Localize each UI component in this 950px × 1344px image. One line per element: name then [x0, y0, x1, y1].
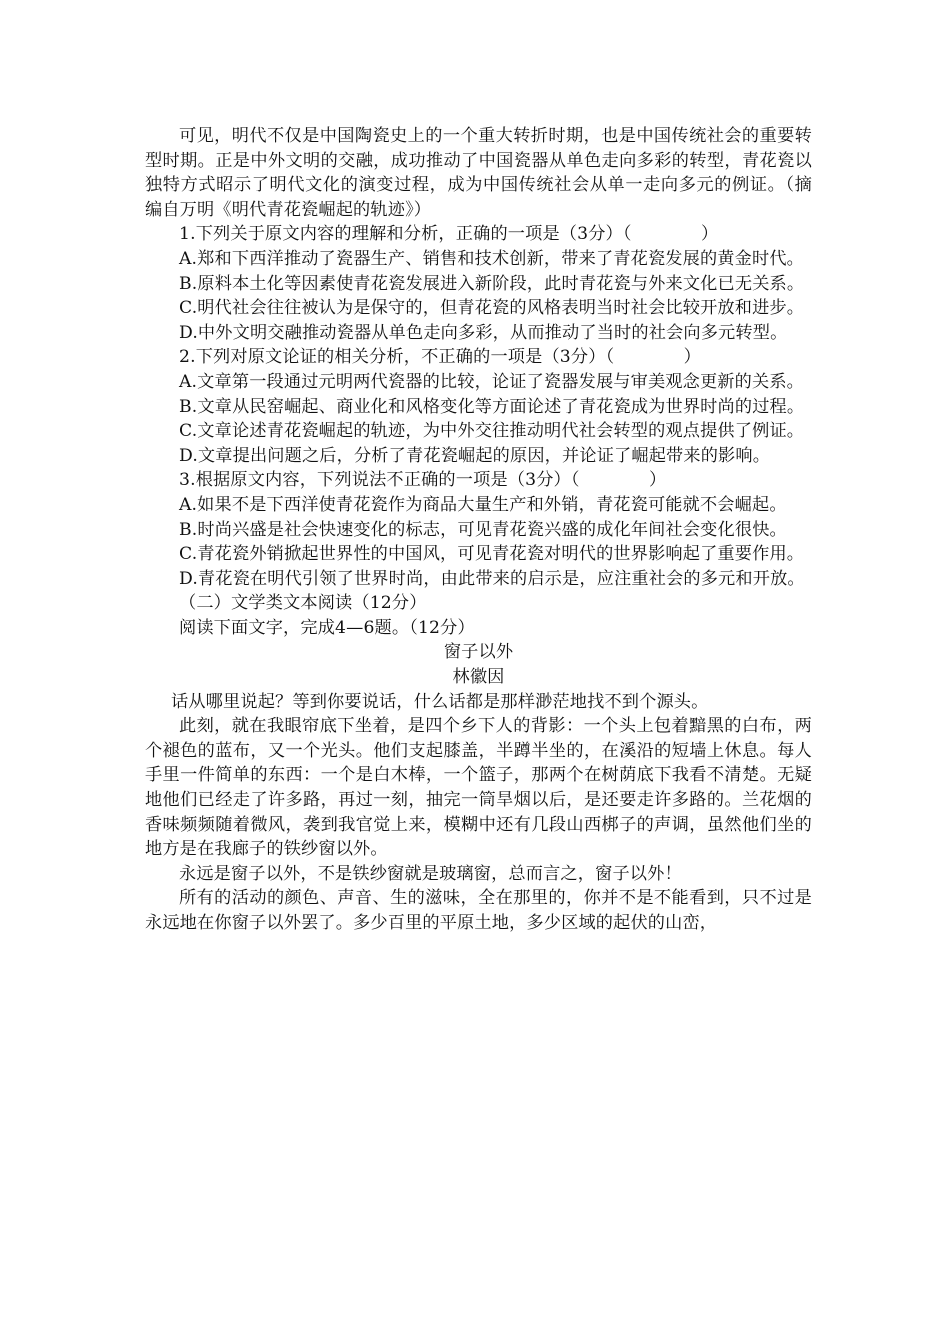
question-3-stem: 3.根据原文内容，下列说法不正确的一项是（3分）（ ） [179, 470, 667, 491]
passage-conclusion-paragraph: 可见，明代不仅是中国陶瓷史上的一个重大转折时期，也是中国传统社会的重要转型时期。正是中外文明的交融，成功推动了中国瓷器从单色走向多彩的转型，青花瓷以独特方式昭示了明代文化的演变过程，成为中国传统社会从单一走向多元的例证。（摘编自万明《明代青花瓷崛起的轨迹》） [145, 126, 812, 220]
story-paragraph: 永远是窗子以外，不是铁纱窗就是玻璃窗，总而言之，窗子以外！ [179, 863, 682, 884]
section-2-instruction: 阅读下面文字，完成4—6题。（12分） [179, 617, 475, 638]
question-1-stem: 1.下列关于原文内容的理解和分析，正确的一项是（3分）（ ） [179, 224, 719, 245]
story-title: 窗子以外 [443, 642, 514, 663]
question-2-option-d: D.文章提出问题之后，分析了青花瓷崛起的原因，并论证了崛起带来的影响。 [179, 445, 771, 466]
story-paragraph: 所有的活动的颜色、声音、生的滋味，全在那里的，你并不是不能看到，只不过是永远地在你窗子以外罢了。多少百里的平原土地，多少区域的起伏的山峦， [145, 888, 812, 933]
question-2-option-b: B.文章从民窑崛起、商业化和风格变化等方面论述了青花瓷成为世界时尚的过程。 [179, 396, 805, 417]
story-paragraph: 话从哪里说起？等到你要说话，什么话都是那样渺茫地找不到个源头。 [171, 691, 709, 712]
question-3-option-c: C.青花瓷外销掀起世界性的中国风，可见青花瓷对明代的世界影响起了重要作用。 [179, 544, 805, 565]
question-3 [145, 468, 812, 591]
question-2 [145, 345, 812, 468]
story-body [145, 690, 812, 936]
question-3-option-d: D.青花瓷在明代引领了世界时尚，由此带来的启示是，应注重社会的多元和开放。 [179, 568, 805, 589]
question-1-option-c: C.明代社会往往被认为是保守的，但青花瓷的风格表明当时社会比较开放和进步。 [179, 298, 805, 319]
section-2-heading: （二）文学类文本阅读（12分） [179, 593, 427, 614]
story-paragraph: 此刻，就在我眼帘底下坐着，是四个乡下人的背影：一个头上包着黯黑的白布，两个褪色的蓝布，又一个光头。他们支起膝盖，半蹲半坐的，在溪沿的短墙上休息。每人手里一件简单的东西：一个是白木棒，一个篮子，那两个在树荫底下我看不清楚。无疑地他们已经走了许多路，再过一刻，抽完一筒旱烟以后，是还要走许多路的。兰花烟的香味频频随着微风，袭到我官觉上来，模糊中还有几段山西梆子的声调，虽然他们坐的地方是在我廊子的铁纱窗以外。 [145, 716, 812, 860]
question-2-option-c: C.文章论述青花瓷崛起的轨迹，为中外交往推动明代社会转型的观点提供了例证。 [179, 421, 805, 442]
question-2-option-a: A.文章第一段通过元明两代瓷器的比较，论证了瓷器发展与审美观念更新的关系。 [179, 371, 804, 392]
question-1-option-b: B.原料本土化等因素使青花瓷发展进入新阶段，此时青花瓷与外来文化已无关系。 [179, 273, 805, 294]
question-3-option-b: B.时尚兴盛是社会快速变化的标志，可见青花瓷兴盛的成化年间社会变化很快。 [179, 519, 787, 540]
question-2-stem: 2.下列对原文论证的相关分析，不正确的一项是（3分）（ ） [179, 347, 701, 368]
story-author: 林徽因 [452, 667, 505, 688]
question-1 [145, 222, 812, 345]
question-3-option-a: A.如果不是下西洋使青花瓷作为商品大量生产和外销，青花瓷可能就不会崛起。 [179, 494, 787, 515]
question-1-option-d: D.中外文明交融推动瓷器从单色走向多彩，从而推动了当时的社会向多元转型。 [179, 322, 788, 343]
question-1-option-a: A.郑和下西洋推动了瓷器生产、销售和技术创新，带来了青花瓷发展的黄金时代。 [179, 248, 804, 269]
